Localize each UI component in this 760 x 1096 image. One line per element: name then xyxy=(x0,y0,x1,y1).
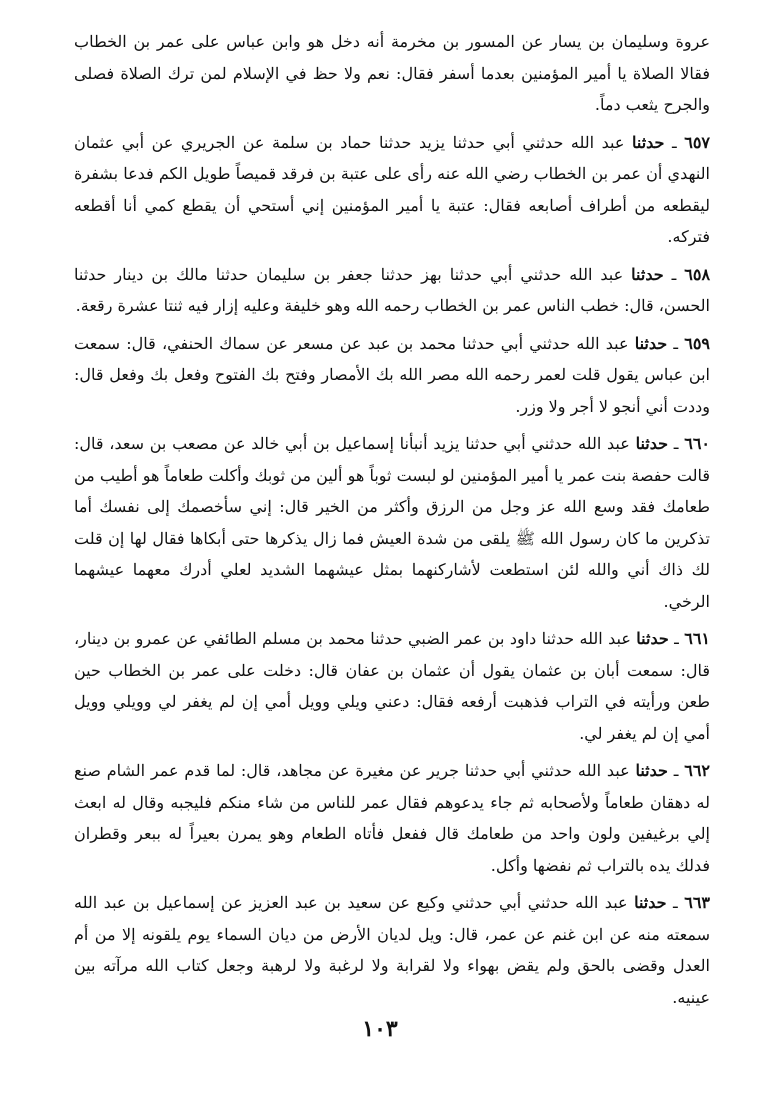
hadith-entry: ٦٦٢ ـ حدثنا عبد الله حدثني أبي حدثنا جرير عن مغيرة عن مجاهد، قال: لما قدم عمر الشام صنع له دهقان طعاماً ولأصحابه ثم جاء يدعوهم فقال عمر للناس من شاء منكم فليجبه وقال له ابعث إلي برغيفين ولون واحد من طعامك قال ففعل فأتاه الطعام وهو يمرن بعيراً له ببعر وقطران فدلك يده بالتراب ثم نفضها وأكل. xyxy=(74,761,710,875)
hadith-text: عبد الله حدثنا داود بن عمر الضبي حدثنا محمد بن مسلم الطائفي عن عمرو بن دينار، قال: سمعت أبان بن عثمان يقول أن عثمان بن عفان قال: دخلت على عمر بن الخطاب حين طعن ورأيته في التراب فذهبت أرفعه فقال: دعني ويلي وويل أمي إن لم يغفر لي وويلي وويل أمي إن لم يغفر لي. xyxy=(74,629,710,743)
hadith-text: عبد الله حدثني أبي حدثنا جرير عن مغيرة عن مجاهد، قال: لما قدم عمر الشام صنع له دهقان طعاماً ولأصحابه ثم جاء يدعوهم فقال عمر للناس من شاء منكم فليجبه وقال له ابعث إلي برغيفين ولون واحد من طعامك قال ففعل فأتاه الطعام وهو يمرن بعيراً له ببعر وقطران فدلك يده بالتراب ثم نفضها وأكل. xyxy=(74,761,710,875)
hadith-text: عبد الله حدثني أبي حدثنا محمد بن عبد عن مسعر عن سماك الحنفي، قال: سمعت ابن عباس يقول قلت لعمر رحمه الله مصر الله بك الأمصار وفتح بك الفتوح وفعل بك وفعل قال: وددت أني أنجو لا أجر ولا وزر. xyxy=(74,333,710,416)
hadith-keyword: حدثنا xyxy=(634,893,667,912)
hadith-number: ٦٦٢ xyxy=(684,761,710,780)
hadith-entry: ٦٥٧ ـ حدثنا عبد الله حدثني أبي حدثنا يزيد حدثنا حماد بن سلمة عن الجريري عن أبي عثمان النهدي أن عمر بن الخطاب رضي الله عنه رأى على عتبة بن فرقد قميصاً طويل الكم فدعا بشفرة ليقطعه من أطراف أصابعه فقال: عتبة يا أمير المؤمنين إني أستحي أن يقطع كمي أنا أقطعه فتركه. xyxy=(74,132,711,246)
hadith-number: ٦٥٨ xyxy=(684,264,711,284)
hadith-number: ٦٦١ xyxy=(684,629,711,648)
hadith-keyword: حدثنا xyxy=(635,761,668,780)
hadith-entry: ٦٦٠ ـ حدثنا عبد الله حدثني أبي حدثنا يزيد أنبأنا إسماعيل بن أبي خالد عن مصعب بن سعد، قال: قالت حفصة بنت عمر يا أمير المؤمنين لو لبست ثوباً هو ألين من ثوبك وأكلت طعاماً هو أطيب من طعامك فقد وسع الله عز وجل من الرزق وأكثر من الخير قال: إني سأخصمك إلى نفسك أما تذكرين ما كان رسول الله ﷺ يلقى من شدة العيش فما زال يذكرها حتى أبكاها فقال لها إن قلت لك ذاك أني والله لئن استطعت لأشاركنهما بمثل عيشهما الشديد لعلي أدرك معهما عيشهما الرخي. xyxy=(74,434,711,611)
book-page xyxy=(74,26,710,1019)
hadith-keyword: حدثنا xyxy=(634,333,668,353)
hadith-keyword: حدثنا xyxy=(636,629,669,648)
hadith-number: ٦٦٣ xyxy=(684,893,711,912)
hadith-keyword: حدثنا xyxy=(631,264,664,284)
hadith-number: ٦٦٠ xyxy=(684,434,710,453)
hadith-text: عبد الله حدثني أبي حدثني وكيع عن سعيد بن عبد العزيز عن إسماعيل بن عبد الله سمعته منه عن ابن غنم عن عمر، قال: ويل لديان الأرض من ديان السماء يوم يلقونه إلا من أم العدل وقضى بالحق ولم يقض بهواء ولا لقرابة ولا لرغبة ولا لرهبة وجعل كتاب الله مرآته بين عينيه. xyxy=(74,893,710,1007)
hadith-entry: ٦٦١ ـ حدثنا عبد الله حدثنا داود بن عمر الضبي حدثنا محمد بن مسلم الطائفي عن عمرو بن دينار، قال: سمعت أبان بن عثمان يقول أن عثمان بن عفان قال: دخلت على عمر بن الخطاب حين طعن ورأيته في التراب فذهبت أرفعه فقال: دعني ويلي وويل أمي إن لم يغفر لي وويلي وويل أمي إن لم يغفر لي. xyxy=(74,629,711,743)
hadith-entry: ٦٥٨ ـ حدثنا عبد الله حدثني أبي حدثنا بهز حدثنا جعفر بن سليمان حدثنا مالك بن دينار حدثنا الحسن، قال: خطب الناس عمر بن الخطاب رحمه الله وهو خليفة وعليه إزار فيه ثنتا عشرة رقعة. xyxy=(74,264,711,315)
hadith-keyword: حدثنا xyxy=(631,132,665,152)
hadith-text: عبد الله حدثني أبي حدثنا يزيد أنبأنا إسماعيل بن أبي خالد عن مصعب بن سعد، قال: قالت حفصة بنت عمر يا أمير المؤمنين لو لبست ثوباً هو ألين من ثوبك وأكلت طعاماً هو أطيب من طعامك فقد وسع الله عز وجل من الرزق وأكثر من الخير قال: إني سأخصمك إلى نفسك أما تذكرين ما كان رسول الله ﷺ يلقى من شدة العيش فما زال يذكرها حتى أبكاها فقال لها إن قلت لك ذاك أني والله لئن استطعت لأشاركنهما بمثل عيشهما الشديد لعلي أدرك معهما عيشهما الرخي. xyxy=(74,434,711,611)
page-number: ١٠٣ xyxy=(362,1016,398,1042)
hadith-text: عبد الله حدثني أبي حدثنا يزيد حدثنا حماد بن سلمة عن الجريري عن أبي عثمان النهدي أن عمر بن الخطاب رضي الله عنه رأى على عتبة بن فرقد قميصاً طويل الكم فدعا بشفرة ليقطعه من أطراف أصابعه فقال: عتبة يا أمير المؤمنين إني أستحي أن يقطع كمي أنا أقطعه فتركه. xyxy=(74,132,711,246)
hadith-text: عبد الله حدثني أبي حدثنا بهز حدثنا جعفر بن سليمان حدثنا مالك بن دينار حدثنا الحسن، قال: خطب الناس عمر بن الخطاب رحمه الله وهو خليفة وعليه إزار فيه ثنتا عشرة رقعة. xyxy=(74,264,710,315)
hadith-entry: ٦٦٣ ـ حدثنا عبد الله حدثني أبي حدثني وكيع عن سعيد بن عبد العزيز عن إسماعيل بن عبد الله سمعته منه عن ابن غنم عن عمر، قال: ويل لديان الأرض من ديان السماء يوم يلقونه إلا من أم العدل وقضى بالحق ولم يقض بهواء ولا لقرابة ولا لرغبة ولا لرهبة وجعل كتاب الله مرآته بين عينيه. xyxy=(74,893,711,1007)
hadith-number: ٦٥٧ xyxy=(684,132,711,152)
hadith-keyword: حدثنا xyxy=(635,434,669,453)
opening-paragraph: عروة وسليمان بن يسار عن المسور بن مخرمة أنه دخل هو وابن عباس على عمر بن الخطاب فقالا الصلاة يا أمير المؤمنين بعدما أسفر فقال: نعم ولا حظ في الإسلام لمن ترك الصلاة فصلى والجرح يثعب دماً. xyxy=(74,32,710,114)
hadith-entry: ٦٥٩ ـ حدثنا عبد الله حدثني أبي حدثنا محمد بن عبد عن مسعر عن سماك الحنفي، قال: سمعت ابن عباس يقول قلت لعمر رحمه الله مصر الله بك الأمصار وفتح بك الفتوح وفعل بك وفعل قال: وددت أني أنجو لا أجر ولا وزر. xyxy=(74,333,711,416)
hadith-number: ٦٥٩ xyxy=(684,333,711,353)
